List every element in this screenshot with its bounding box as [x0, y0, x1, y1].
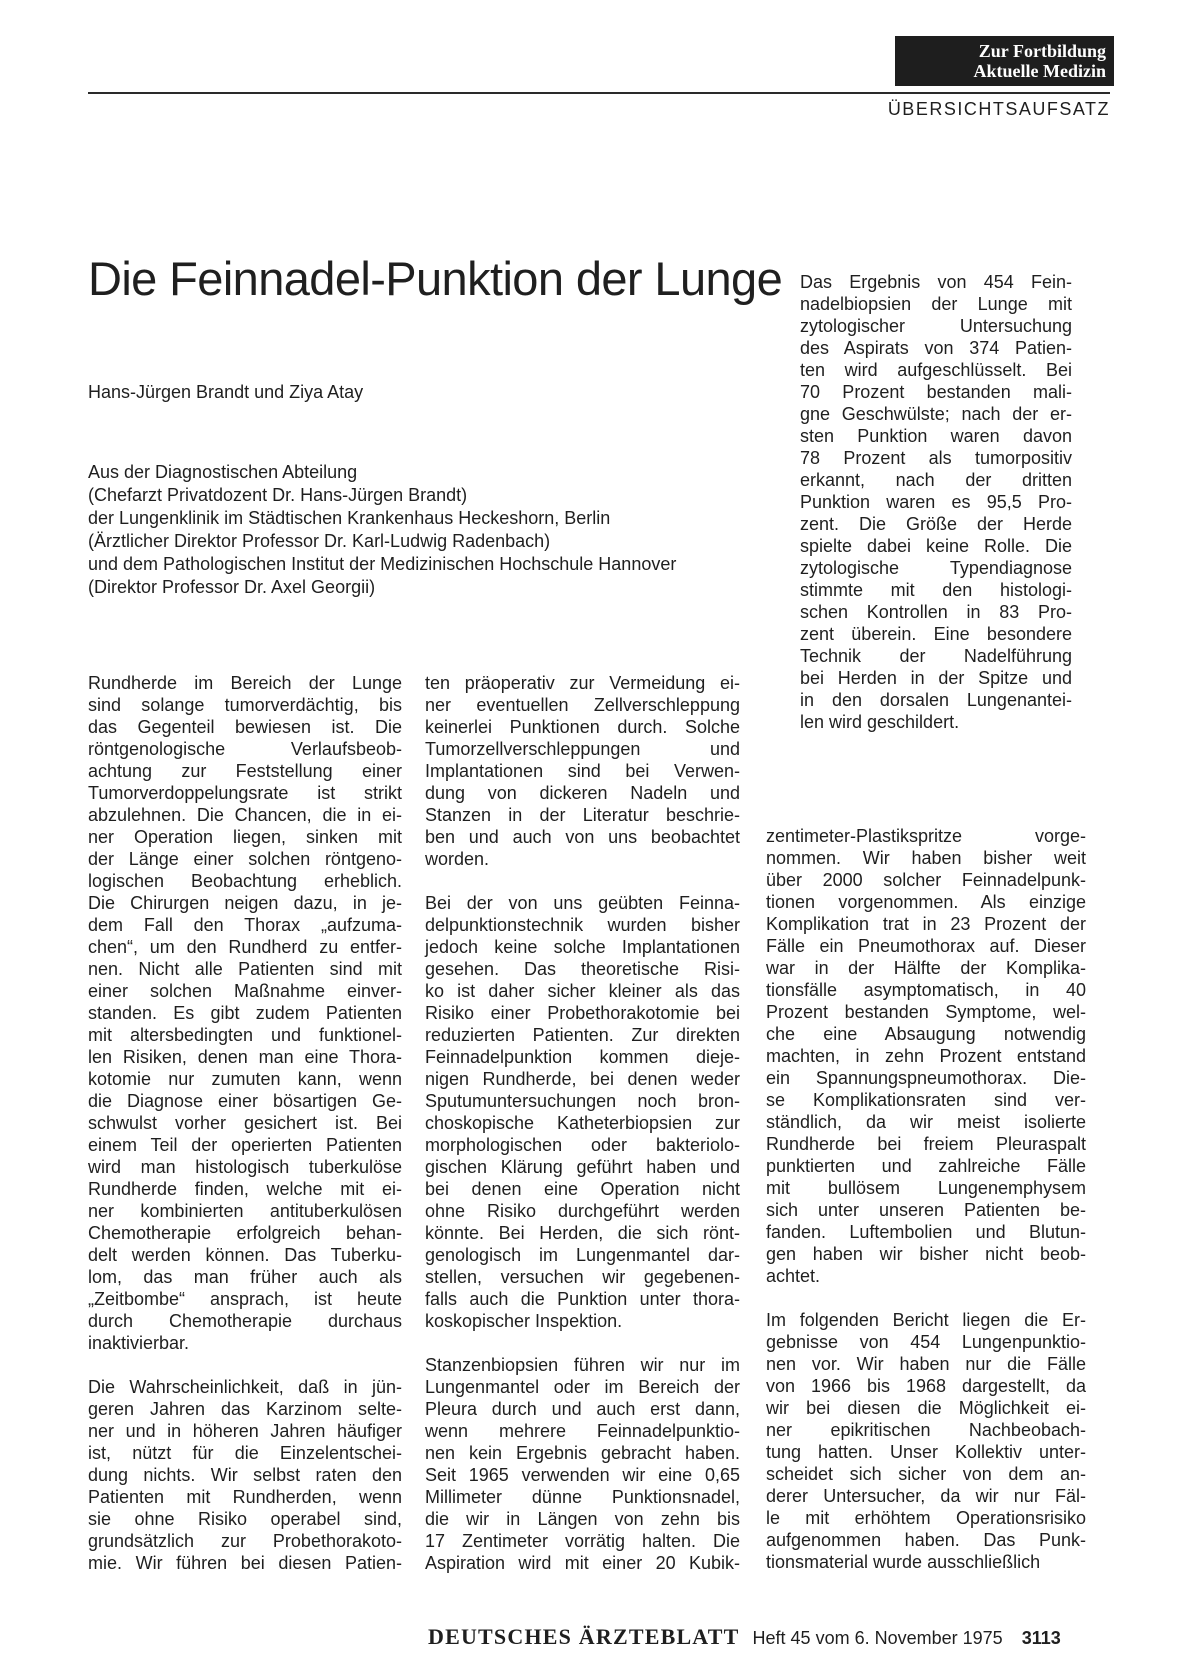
column2-line: Bei der von uns geübten Feinna-: [425, 893, 740, 913]
category-badge: [895, 36, 1114, 86]
column1-line: chen“, um den Rundherd zu entfer-: [88, 937, 402, 957]
column2-line: genologisch im Lungenmantel dar-: [425, 1245, 740, 1265]
column2-line: gesehen. Das theoretische Risi-: [425, 959, 740, 979]
column1-line: ist, nützt für die Einzelentschei-: [88, 1443, 402, 1463]
column1-line: einer solchen Maßnahme einver-: [88, 981, 402, 1001]
column1-line: die Diagnose einer bösartigen Ge-: [88, 1091, 402, 1111]
abstract-line: bei Herden in der Spitze und: [800, 668, 1072, 688]
column2-line: Aspiration wird mit einer 20 Kubik-: [425, 1553, 740, 1573]
column1-line: mie. Wir führen bei diesen Patien-: [88, 1553, 402, 1573]
abstract-line: schen Kontrollen in 83 Pro-: [800, 602, 1072, 622]
column1-line: röntgenologische Verlaufsbeob-: [88, 739, 402, 759]
abstract-line: sten Punktion waren davon: [800, 426, 1072, 446]
column2-line: dung von dickeren Nadeln und: [425, 783, 740, 803]
column1-line: Die Wahrscheinlichkeit, daß in jün-: [88, 1377, 402, 1397]
column3-line: che eine Absaugung notwendig: [766, 1024, 1086, 1044]
journal-name: DEUTSCHES ÄRZTEBLATT: [428, 1624, 740, 1649]
column3-line: Rundherde bei freiem Pleuraspalt: [766, 1134, 1086, 1154]
issue-info: Heft 45 vom 6. November 1975: [752, 1628, 1003, 1648]
text-column-3: [766, 825, 1086, 1573]
column2-line: jedoch keine solche Implantationen: [425, 937, 740, 957]
column3-line: scheidet sich sicher von dem an-: [766, 1464, 1086, 1484]
abstract-line: zent überein. Eine besondere: [800, 624, 1072, 644]
column2-line: gischen Klärung geführt haben und: [425, 1157, 740, 1177]
column3-line: Im folgenden Bericht liegen die Er-: [766, 1310, 1086, 1330]
column1-line: Rundherde im Bereich der Lunge: [88, 673, 402, 693]
affiliation-line: (Direktor Professor Dr. Axel Georgii): [88, 577, 376, 597]
column2-line: könnte. Bei Herden, die sich rönt-: [425, 1223, 740, 1243]
column1-line: lom, das man früher auch als: [88, 1267, 402, 1287]
abstract-line: Technik der Nadelführung: [800, 646, 1072, 666]
column2-line: ner eventuellen Zellverschleppung: [425, 695, 740, 715]
column3-line: ein Spannungspneumothorax. Die-: [766, 1068, 1086, 1088]
column1-line: sind solange tumorverdächtig, bis: [88, 695, 402, 715]
column2-line: wenn mehrere Feinnadelpunktio-: [425, 1421, 740, 1441]
column1-line: Chemotherapie erfolgreich behan-: [88, 1223, 402, 1243]
affiliation-line: (Chefarzt Privatdozent Dr. Hans-Jürgen Brandt): [88, 485, 468, 505]
affiliation-line: und dem Pathologischen Institut der Medizinischen Hochschule Hannover: [88, 554, 677, 574]
column3-line: wir bei diesen die Möglichkeit ei-: [766, 1398, 1086, 1418]
column1-line: kotomie nur zumuten kann, wenn: [88, 1069, 402, 1089]
column1-line: geren Jahren das Karzinom selte-: [88, 1399, 402, 1419]
column2-line: worden.: [425, 849, 490, 869]
column2-line: [425, 870, 740, 892]
column2-line: Millimeter dünne Punktionsnadel,: [425, 1487, 740, 1507]
column3-line: tionen vorgenommen. Als einzige: [766, 892, 1086, 912]
column2-line: choskopische Katheterbiopsien zur: [425, 1113, 740, 1133]
article-title: Die Feinnadel-Punktion der Lunge: [88, 252, 783, 305]
column2-line: Seit 1965 verwenden wir eine 0,65: [425, 1465, 740, 1485]
column1-line: durch Chemotherapie durchaus: [88, 1311, 402, 1331]
column2-line: 17 Zentimeter vorrätig halten. Die: [425, 1531, 740, 1551]
column2-line: Tumorzellverschleppungen und: [425, 739, 740, 759]
column2-line: ko ist daher sicher kleiner als das: [425, 981, 740, 1001]
abstract-column: [800, 271, 1072, 733]
column1-line: Tumorverdoppelungsrate ist strikt: [88, 783, 402, 803]
column3-line: fanden. Luftembolien und Blutun-: [766, 1222, 1086, 1242]
column3-line: tionsmaterial wurde ausschließlich: [766, 1552, 1041, 1572]
column1-line: len Risiken, denen man eine Thora-: [88, 1047, 402, 1067]
column3-line: Fälle ein Pneumothorax auf. Dieser: [766, 936, 1086, 956]
column1-line: schwulst vorher gesichert ist. Bei: [88, 1113, 402, 1133]
column1-line: ner kombinierten antituberkulösen: [88, 1201, 402, 1221]
abstract-line: erkannt, nach der dritten: [800, 470, 1072, 490]
column2-line: Sputumuntersuchungen noch bron-: [425, 1091, 740, 1111]
column3-line: Prozent bestanden Symptome, wel-: [766, 1002, 1086, 1022]
column1-line: Patienten mit Rundherden, wenn: [88, 1487, 402, 1507]
column1-line: einem Teil der operierten Patienten: [88, 1135, 402, 1155]
abstract-line: nadelbiopsien der Lunge mit: [800, 294, 1072, 314]
column1-line: ner Operation liegen, sinken mit: [88, 827, 402, 847]
abstract-line: Das Ergebnis von 454 Fein-: [800, 272, 1072, 292]
column1-line: abzulehnen. Die Chancen, die in ei-: [88, 805, 402, 825]
column2-line: bei denen eine Operation nicht: [425, 1179, 740, 1199]
column2-line: stellen, versuchen wir gegebenen-: [425, 1267, 740, 1287]
column1-line: grundsätzlich zur Probethorakoto-: [88, 1531, 402, 1551]
column3-line: tionsfälle asymptomatisch, in 40: [766, 980, 1086, 1000]
column2-line: koskopischer Inspektion.: [425, 1311, 623, 1331]
affiliation: [88, 461, 676, 599]
column2-line: ohne Risiko durchgeführt werden: [425, 1201, 740, 1221]
column1-line: standen. Es gibt zudem Patienten: [88, 1003, 402, 1023]
column2-line: Pleura durch und auch erst dann,: [425, 1399, 740, 1419]
column1-line: delt werden können. Das Tuberku-: [88, 1245, 402, 1265]
column2-line: Risiko einer Probethorakotomie bei: [425, 1003, 740, 1023]
column3-line: aufgenommen haben. Das Punk-: [766, 1530, 1086, 1550]
column2-line: Feinnadelpunktion kommen dieje-: [425, 1047, 740, 1067]
column3-line: ständlich, da wir meist isolierte: [766, 1112, 1086, 1132]
column2-line: Implantationen sind bei Verwen-: [425, 761, 740, 781]
column3-line: derer Untersucher, da wir nur Fäl-: [766, 1486, 1086, 1506]
header-rule: [88, 92, 1110, 94]
column3-line: mit bullösem Lungenemphysem: [766, 1178, 1086, 1198]
column1-line: dem Fall den Thorax „aufzuma-: [88, 915, 402, 935]
text-column-1: [88, 672, 402, 1574]
badge-line-2: Aktuelle Medizin: [973, 61, 1106, 81]
page-number: 3113: [1021, 1628, 1061, 1648]
abstract-line: len wird geschildert.: [800, 712, 960, 732]
column1-line: ner und in höheren Jahren häufiger: [88, 1421, 402, 1441]
column1-line: achtung zur Feststellung einer: [88, 761, 402, 781]
column1-line: Rundherde finden, welche mit ei-: [88, 1179, 402, 1199]
affiliation-line: Aus der Diagnostischen Abteilung: [88, 462, 358, 482]
page-footer: [428, 1623, 1061, 1651]
column3-line: [766, 1287, 1086, 1309]
column2-line: Stanzenbiopsien führen wir nur im: [425, 1355, 740, 1375]
affiliation-line: (Ärztlicher Direktor Professor Dr. Karl-Ludwig Radenbach): [88, 531, 551, 551]
abstract-line: Punktion waren es 95,5 Pro-: [800, 492, 1072, 512]
column3-line: nen vor. Wir haben nur die Fälle: [766, 1354, 1086, 1374]
column3-line: se Komplikationsraten sind ver-: [766, 1090, 1086, 1110]
column3-line: gen haben wir bisher nicht beob-: [766, 1244, 1086, 1264]
column2-line: reduzierten Patienten. Zur direkten: [425, 1025, 740, 1045]
column3-line: tung hatten. Unser Kollektiv unter-: [766, 1442, 1086, 1462]
column1-line: „Zeitbombe“ ansprach, ist heute: [88, 1289, 402, 1309]
badge-line-1: Zur Fortbildung: [978, 41, 1106, 61]
column1-line: wird man histologisch tuberkulöse: [88, 1157, 402, 1177]
column3-line: war in der Hälfte der Komplika-: [766, 958, 1086, 978]
column3-line: Komplikation trat in 23 Prozent der: [766, 914, 1086, 934]
authors: Hans-Jürgen Brandt und Ziya Atay: [88, 382, 364, 402]
column1-line: nen. Nicht alle Patienten sind mit: [88, 959, 402, 979]
abstract-line: stimmte mit den histologi-: [800, 580, 1072, 600]
column1-line: mit altersbedingten und funktionel-: [88, 1025, 402, 1045]
column1-line: dung nichts. Wir selbst raten den: [88, 1465, 402, 1485]
column2-line: ben und auch von uns beobachtet: [425, 827, 740, 847]
column2-line: Lungenmantel oder im Bereich der: [425, 1377, 740, 1397]
column3-line: nommen. Wir haben bisher weit: [766, 848, 1086, 868]
column3-line: gebnisse von 454 Lungenpunktio-: [766, 1332, 1086, 1352]
column2-line: ten präoperativ zur Vermeidung ei-: [425, 673, 740, 693]
text-column-2: [425, 672, 740, 1574]
column2-line: delpunktionstechnik wurden bisher: [425, 915, 740, 935]
column2-line: nen kein Ergebnis gebracht haben.: [425, 1443, 740, 1463]
column2-line: morphologischen oder bakteriolo-: [425, 1135, 740, 1155]
affiliation-line: der Lungenklinik im Städtischen Krankenhaus Heckeshorn, Berlin: [88, 508, 611, 528]
column2-line: falls auch die Punktion unter thora-: [425, 1289, 740, 1309]
column2-line: [425, 1332, 740, 1354]
column1-line: logischen Beobachtung erheblich.: [88, 871, 402, 891]
column2-line: Stanzen in der Literatur beschrie-: [425, 805, 740, 825]
column1-line: das Gegenteil bewiesen ist. Die: [88, 717, 402, 737]
abstract-line: ten wird aufgeschlüsselt. Bei: [800, 360, 1072, 380]
column3-line: punktierten und zahlreiche Fälle: [766, 1156, 1086, 1176]
column3-line: machten, in zehn Prozent entstand: [766, 1046, 1086, 1066]
column1-line: [88, 1354, 402, 1376]
column2-line: nigen Rundherde, bei denen weder: [425, 1069, 740, 1089]
abstract-line: spielte dabei keine Rolle. Die: [800, 536, 1072, 556]
abstract-line: 78 Prozent als tumorpositiv: [800, 448, 1072, 468]
column3-line: zentimeter-Plastikspritze vorge-: [766, 826, 1086, 846]
abstract-line: 70 Prozent bestanden mali-: [800, 382, 1072, 402]
column3-line: achtet.: [766, 1266, 821, 1286]
column1-line: sie ohne Risiko operabel sind,: [88, 1509, 402, 1529]
abstract-line: gne Geschwülste; nach der er-: [800, 404, 1072, 424]
abstract-line: zytologische Typendiagnose: [800, 558, 1072, 578]
column2-line: keinerlei Punktionen durch. Solche: [425, 717, 740, 737]
column3-line: über 2000 solcher Feinnadelpunk-: [766, 870, 1086, 890]
abstract-line: zent. Die Größe der Herde: [800, 514, 1072, 534]
column1-line: Die Chirurgen neigen dazu, in je-: [88, 893, 402, 913]
column1-line: inaktivierbar.: [88, 1333, 190, 1353]
abstract-line: in den dorsalen Lungenantei-: [800, 690, 1072, 710]
column3-line: von 1966 bis 1968 dargestellt, da: [766, 1376, 1086, 1396]
abstract-line: des Aspirats von 374 Patien-: [800, 338, 1072, 358]
column3-line: ner epikritischen Nachbeobach-: [766, 1420, 1086, 1440]
column1-line: der Länge einer solchen röntgeno-: [88, 849, 402, 869]
column3-line: le mit erhöhtem Operationsrisiko: [766, 1508, 1086, 1528]
abstract-line: zytologischer Untersuchung: [800, 316, 1072, 336]
column2-line: die wir in Längen von zehn bis: [425, 1509, 740, 1529]
section-label: ÜBERSICHTSAUFSATZ: [887, 99, 1110, 119]
column3-line: sich unter unseren Patienten be-: [766, 1200, 1086, 1220]
